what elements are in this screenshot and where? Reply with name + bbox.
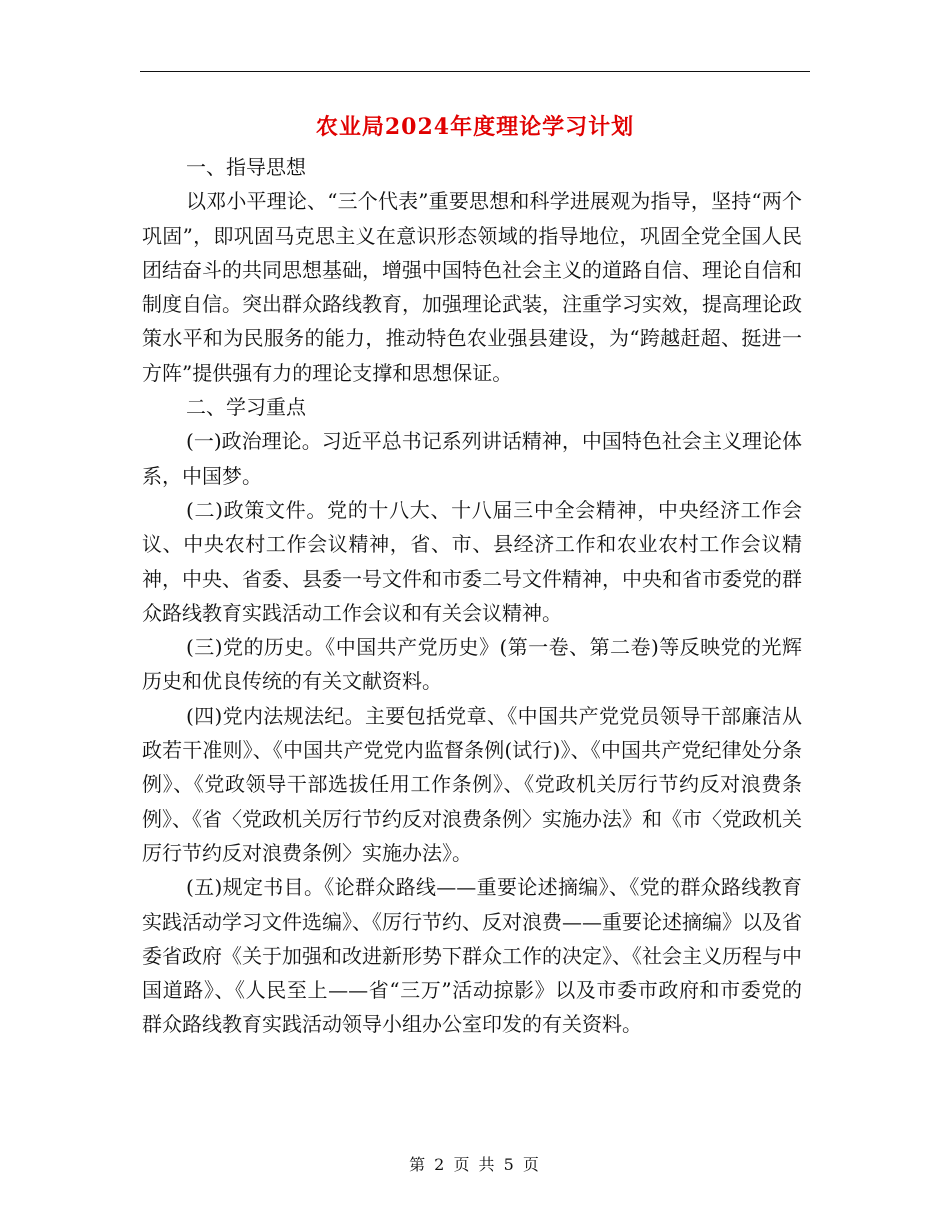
section-heading-study-focus: 二、学习重点 (186, 395, 306, 420)
paragraph-policy-documents: (二)政策文件。党的十八大、十八届三中全会精神，中央经济工作会议、中央农村工作会议精神，省、市、县经济工作和农业农村工作会议精神，中央、省委、县委一号文件和市委二号文件精神，中央和省市委党的群众路线教育实践活动工作会议和有关会议精神。 (142, 497, 802, 625)
paragraph-party-regulations: (四)党内法规法纪。主要包括党章、《中国共产党党员领导干部廉洁从政若干准则》、《中国共产党党内监督条例(试行)》、《中国共产党纪律处分条例》、《党政领导干部选拔任用工作条例》、《党政机关厉行节约反对浪费条例》、《省〈党政机关厉行节约反对浪费条例〉实施办法》和《市〈党政机关厉行节约反对浪费条例〉实施办法》。 (142, 703, 802, 865)
page-number-footer: 第 2 页 共 5 页 (409, 1155, 541, 1174)
document-title: 农业局2024年度理论学习计划 (315, 114, 635, 140)
header-rule (140, 71, 810, 72)
paragraph-political-theory: (一)政治理论。习近平总书记系列讲话精神，中国特色社会主义理论体系，中国梦。 (142, 429, 802, 488)
paragraph-required-reading: (五)规定书目。《论群众路线——重要论述摘编》、《党的群众路线教育实践活动学习文件选编》、《厉行节约、反对浪费——重要论述摘编》以及省委省政府《关于加强和改进新形势下群众工作的决定》、《社会主义历程与中国道路》、《人民至上——省“三万”活动掠影》以及市委市政府和市委党的群众路线教育实践活动领导小组办公室印发的有关资料。 (142, 875, 802, 1037)
document-body (142, 150, 802, 1042)
section-heading-guiding-thought: 一、指导思想 (186, 155, 306, 179)
paragraph-party-history: (三)党的历史。《中国共产党历史》(第一卷、第二卷)等反映党的光辉历史和优良传统的有关文献资料。 (142, 635, 802, 694)
paragraph-guiding-thought: 以邓小平理论、“三个代表”重要思想和科学进展观为指导，坚持“两个巩固”，即巩固马克思主义在意识形态领域的指导地位，巩固全党全国人民团结奋斗的共同思想基础，增强中国特色社会主义的道路自信、理论自信和制度自信。突出群众路线教育，加强理论武装，注重学习实效，提高理论政策水平和为民服务的能力，推动特色农业强县建设，为“跨越赶超、挺进一方阵”提供强有力的理论支撑和思想保证。 (142, 189, 802, 385)
